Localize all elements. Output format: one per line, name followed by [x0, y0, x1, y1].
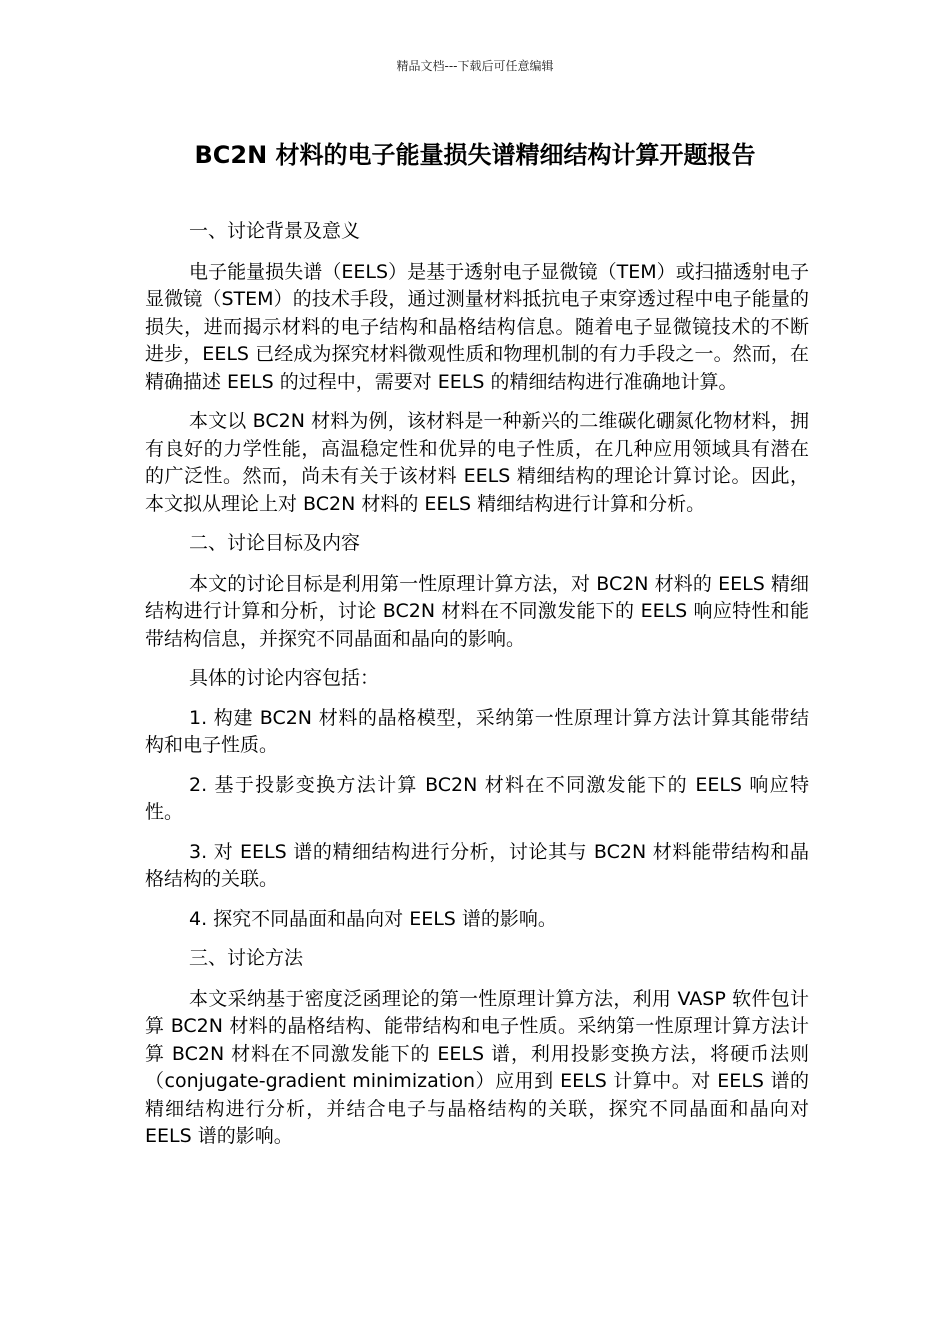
document-body	[145, 218, 809, 1163]
paragraph-content-intro: 具体的讨论内容包括：	[189, 667, 380, 689]
section-heading-goals: 二、讨论目标及内容	[189, 532, 361, 554]
list-item-3: 3. 对 EELS 谱的精细结构进行分析，讨论其与 BC2N 材料能带结构和晶格结构的关联。	[145, 840, 809, 890]
paragraph-eels-intro: 电子能量损失谱（EELS）是基于透射电子显微镜（TEM）或扫描透射电子显微镜（STEM）的技术手段，通过测量材料抵抗电子束穿透过程中电子能量的损失，进而揭示材料的电子结构和晶格结构信息。随着电子显微镜技术的不断进步，EELS 已经成为探究材料微观性质和物理机制的有力手段之一。然而，在精确描述 EELS 的过程中，需要对 EELS 的精细结构进行准确地计算。	[145, 260, 809, 393]
page-header-note: 精品文档---下载后可任意编辑	[396, 59, 554, 73]
section-heading-background: 一、讨论背景及意义	[189, 220, 361, 242]
list-item-4: 4. 探究不同晶面和晶向对 EELS 谱的影响。	[189, 907, 557, 930]
paragraph-methods: 本文采纳基于密度泛函理论的第一性原理计算方法，利用 VASP 软件包计算 BC2N 材料的晶格结构、能带结构和电子性质。采纳第一性原理计算方法计算 BC2N 材料在不同激发能下的 EELS 谱，利用投影变换方法，将硬币法则（conjugate-gradient minimization）应用到 EELS 计算中。对 EELS 谱的精细结构进行分析，并结合电子与晶格结构的关联，探究不同晶面和晶向对 EELS 谱的影响。	[145, 987, 809, 1147]
paragraph-bc2n-intro: 本文以 BC2N 材料为例，该材料是一种新兴的二维碳化硼氮化物材料，拥有良好的力学性能，高温稳定性和优异的电子性质，在几种应用领域具有潜在的广泛性。然而，尚未有关于该材料 EELS 精细结构的理论计算讨论。因此，本文拟从理论上对 BC2N 材料的 EELS 精细结构进行计算和分析。	[145, 410, 809, 515]
document-title: BC2N 材料的电子能量损失谱精细结构计算开题报告	[194, 141, 756, 169]
paragraph-goals: 本文的讨论目标是利用第一性原理计算方法，对 BC2N 材料的 EELS 精细结构进行计算和分析，讨论 BC2N 材料在不同激发能下的 EELS 响应特性和能带结构信息，并探究不同晶面和晶向的影响。	[145, 572, 809, 650]
list-item-1: 1. 构建 BC2N 材料的晶格模型，采纳第一性原理计算方法计算其能带结构和电子性质。	[145, 706, 809, 756]
section-heading-methods: 三、讨论方法	[189, 947, 304, 969]
list-item-2: 2. 基于投影变换方法计算 BC2N 材料在不同激发能下的 EELS 响应特性。	[145, 773, 809, 823]
